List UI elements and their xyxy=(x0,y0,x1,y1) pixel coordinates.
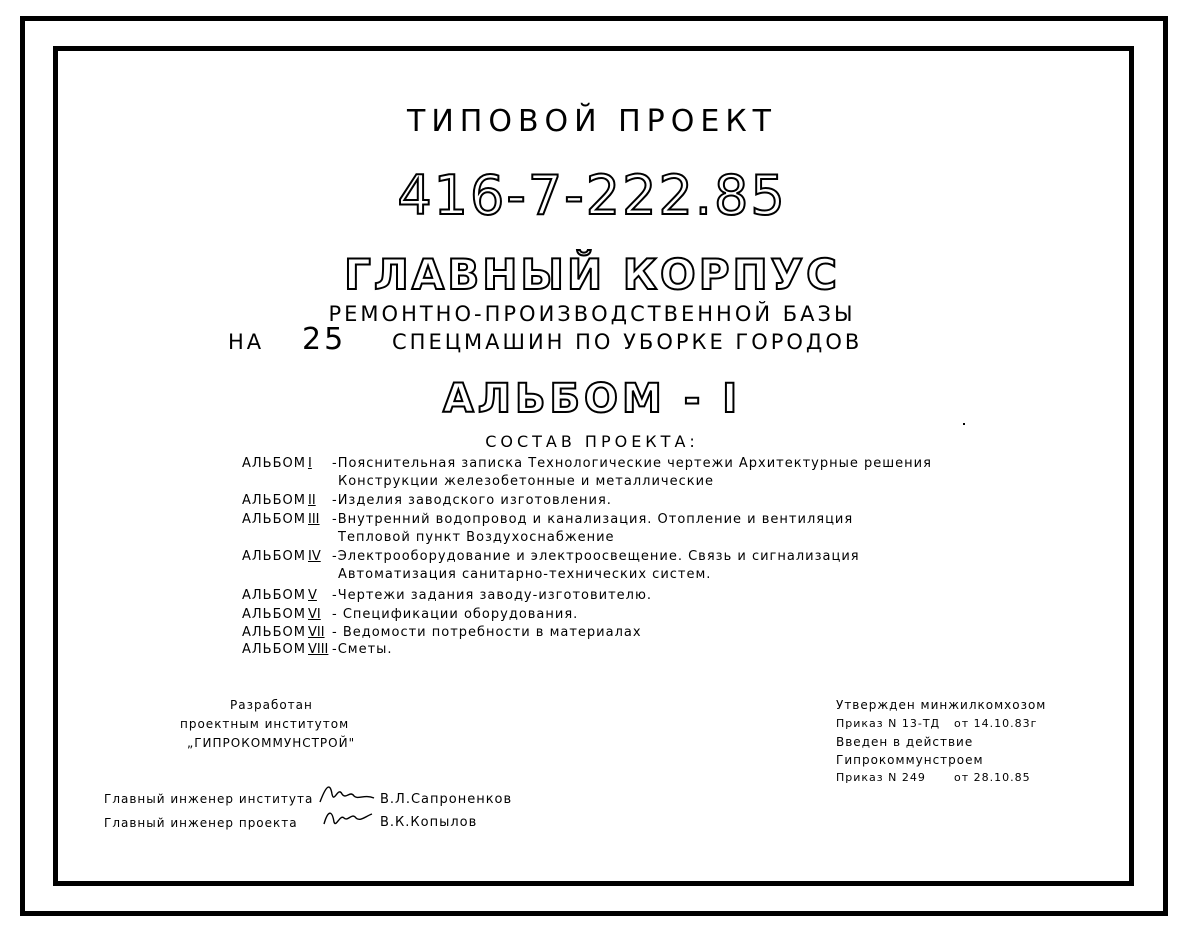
album-text: -Электрооборудование и электроосвещение. Связь и сигнализация xyxy=(332,549,860,564)
album-number: VII xyxy=(308,625,325,640)
composition-heading: СОСТАВ ПРОЕКТА: xyxy=(485,432,699,451)
album-row xyxy=(242,625,642,640)
album-number: IV xyxy=(308,549,321,564)
album-text: -Чертежи задания заводу-изготовителю. xyxy=(332,588,653,603)
album-label: АЛЬБОМ xyxy=(242,512,306,527)
chief-institute-name: В.Л.Сапроненков xyxy=(380,792,513,807)
album-continuation: Автоматизация санитарно-технических систем. xyxy=(338,567,712,582)
album-number: V xyxy=(308,588,317,603)
approval-line4: Гипрокоммунстроем xyxy=(836,753,984,767)
album-row xyxy=(242,493,612,508)
chief-institute-title: Главный инженер института xyxy=(104,792,314,806)
album-label: АЛЬБОМ xyxy=(242,493,306,508)
album-text: -Внутренний водопровод и канализация. Отопление и вентиляция xyxy=(332,512,854,527)
album-label: АЛЬБОМ xyxy=(242,607,306,622)
project-number: 416-7-222.85 xyxy=(397,164,787,227)
album-continuation: Тепловой пункт Воздухоснабжение xyxy=(338,530,615,545)
main-title: ГЛАВНЫЙ КОРПУС xyxy=(344,250,840,299)
approval-order2-label: Приказ N 249 xyxy=(836,771,926,784)
album-title: АЛЬБОМ - I xyxy=(442,376,742,422)
approval-order2-date: от 28.10.85 xyxy=(954,771,1031,784)
album-row xyxy=(242,512,853,527)
subtitle-line2-number: 25 xyxy=(302,322,347,357)
subtitle-line2-prefix: НА xyxy=(228,330,265,354)
album-number: I xyxy=(308,456,312,471)
subtitle-line2-suffix: СПЕЦМАШИН ПО УБОРКЕ ГОРОДОВ xyxy=(392,330,863,354)
speck xyxy=(963,423,965,425)
approval-line3: Введен в действие xyxy=(836,735,974,749)
album-text: - Спецификации оборудования. xyxy=(332,607,579,622)
album-row xyxy=(242,642,393,657)
approval-line1: Утвержден минжилкомхозом xyxy=(836,698,1047,712)
album-row xyxy=(242,456,932,471)
album-label: АЛЬБОМ xyxy=(242,588,306,603)
album-row xyxy=(242,549,860,564)
album-label: АЛЬБОМ xyxy=(242,625,306,640)
album-text: -Пояснительная записка Технологические чертежи Архитектурные решения xyxy=(332,456,932,471)
approval-order1-label: Приказ N 13-ТД xyxy=(836,717,941,730)
signature-scribble xyxy=(318,780,376,808)
approval-order1-date: от 14.10.83г xyxy=(954,717,1038,730)
album-number: VIII xyxy=(308,642,329,657)
album-label: АЛЬБОМ xyxy=(242,456,306,471)
album-label: АЛЬБОМ xyxy=(242,549,306,564)
album-continuation: Конструкции железобетонные и металлические xyxy=(338,474,715,489)
album-number: VI xyxy=(308,607,321,622)
developer-line3: „ГИПРОКОММУНСТРОЙ" xyxy=(187,736,356,750)
album-text: -Сметы. xyxy=(332,642,393,657)
type-label: ТИПОВОЙ ПРОЕКТ xyxy=(407,104,777,139)
album-row xyxy=(242,588,652,603)
subtitle-line1: РЕМОНТНО-ПРОИЗВОДСТВЕННОЙ БАЗЫ xyxy=(328,302,856,326)
developer-line2: проектным институтом xyxy=(180,717,350,731)
chief-project-name: В.К.Копылов xyxy=(380,815,478,830)
album-row xyxy=(242,607,578,622)
developer-line1: Разработан xyxy=(230,698,313,712)
chief-project-title: Главный инженер проекта xyxy=(104,816,298,830)
album-number: III xyxy=(308,512,320,527)
album-number: II xyxy=(308,493,316,508)
signature-scribble xyxy=(322,806,374,830)
album-label: АЛЬБОМ xyxy=(242,642,306,657)
album-text: -Изделия заводского изготовления. xyxy=(332,493,612,508)
album-text: - Ведомости потребности в материалах xyxy=(332,625,642,640)
